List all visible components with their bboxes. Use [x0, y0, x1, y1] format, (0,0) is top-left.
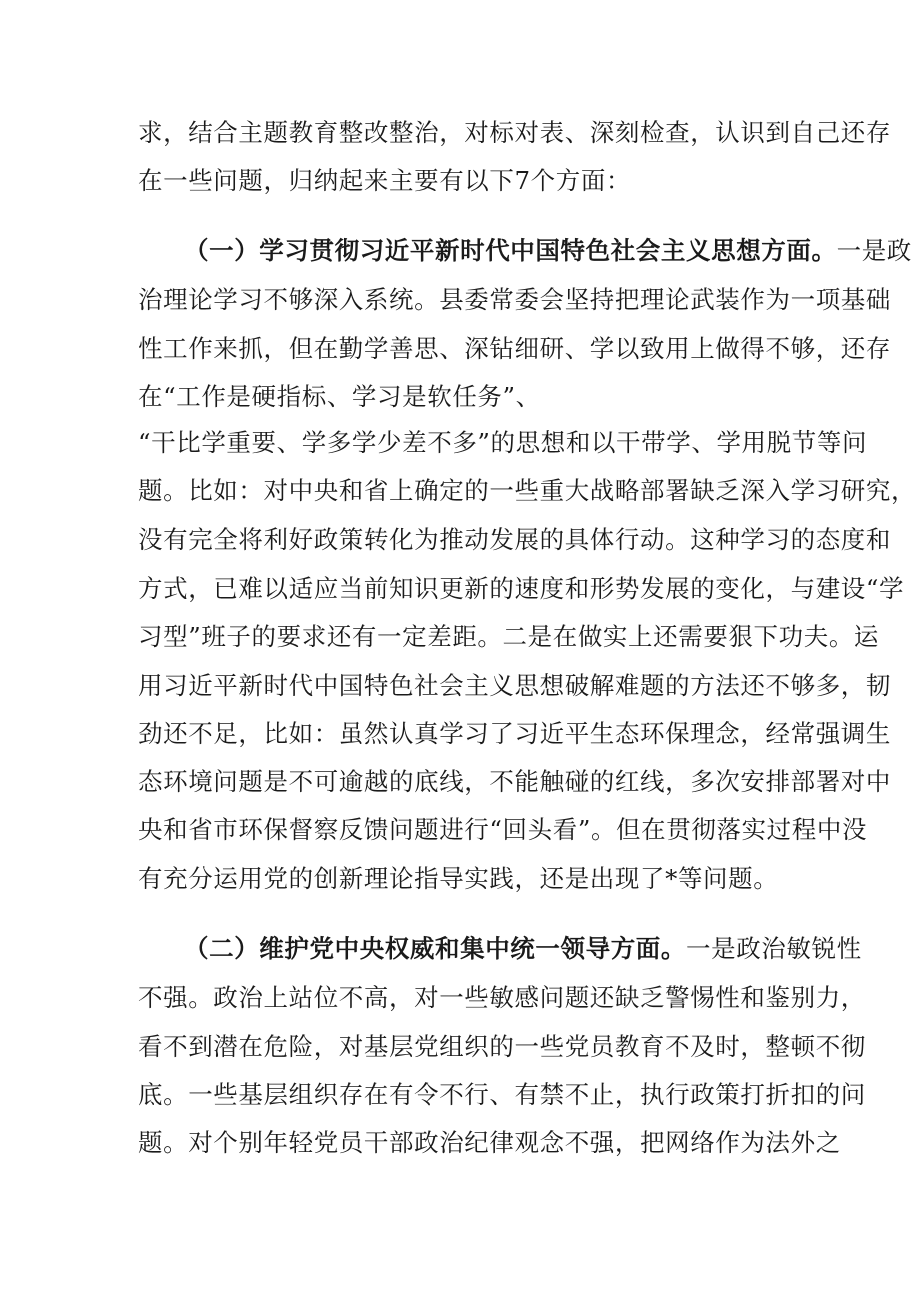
- paragraph-line: 方式，已难以适应当前知识更新的速度和形势发展的变化，与建设“学: [138, 574, 905, 603]
- paragraph-line: 态环境问题是不可逾越的底线，不能触碰的红线，多次安排部署对中: [138, 767, 891, 796]
- paragraph-line: 题。比如：对中央和省上确定的一些重大战略部署缺乏深入学习研究，: [138, 476, 917, 505]
- paragraph-line: 习型”班子的要求还有一定差距。二是在做实上还需要狠下功夫。运: [138, 622, 880, 651]
- paragraph-line: 性工作来抓，但在勤学善思、深钻细研、学以致用上做得不够，还存: [138, 334, 891, 363]
- paragraph-line: “干比学重要、学多学少差不多”的思想和以干带学、学用脱节等问: [138, 428, 868, 457]
- paragraph-line: 题。对个别年轻党员干部政治纪律观念不强，把网络作为法外之: [138, 1128, 841, 1157]
- paragraph-text: 一是政: [836, 236, 912, 265]
- paragraph-line: 不强。政治上站位不高，对一些敏感问题还缺乏警惕性和鉴别力，: [138, 983, 866, 1012]
- paragraph-line: 有充分运用党的创新理论指导实践，还是出现了*等问题。: [138, 864, 779, 893]
- paragraph-text: 一是政治敏锐性: [686, 934, 862, 963]
- paragraph-line: 治理论学习不够深入系统。县委常委会坚持把理论武装作为一项基础: [138, 285, 891, 314]
- section-heading: （二）维护党中央权威和集中统一领导方面。: [184, 934, 686, 963]
- section-heading-line: [184, 934, 862, 964]
- paragraph-line: 求，结合主题教育整改整治，对标对表、深刻检查，认识到自己还存: [138, 118, 891, 147]
- paragraph-line: 劲还不足，比如：虽然认真学习了习近平生态环保理念，经常强调生: [138, 719, 891, 748]
- paragraph-line: 用习近平新时代中国特色社会主义思想破解难题的方法还不够多，韧: [138, 671, 891, 700]
- section-heading-line: [184, 236, 912, 266]
- paragraph-line: 在“工作是硬指标、学习是软任务”、: [138, 382, 541, 411]
- paragraph-line: 在一些问题，归纳起来主要有以下7个方面：: [138, 166, 632, 195]
- paragraph-line: 央和省市环保督察反馈问题进行“回头看”。但在贯彻落实过程中没: [138, 815, 868, 844]
- paragraph-line: 底。一些基层组织存在有令不行、有禁不止，执行政策打折扣的问: [138, 1080, 866, 1109]
- section-heading: （一）学习贯彻习近平新时代中国特色社会主义思想方面。: [184, 236, 837, 265]
- paragraph-line: 看不到潜在危险，对基层党组织的一些党员教育不及时，整顿不彻: [138, 1032, 866, 1061]
- paragraph-line: 没有完全将利好政策转化为推动发展的具体行动。这种学习的态度和: [138, 525, 891, 554]
